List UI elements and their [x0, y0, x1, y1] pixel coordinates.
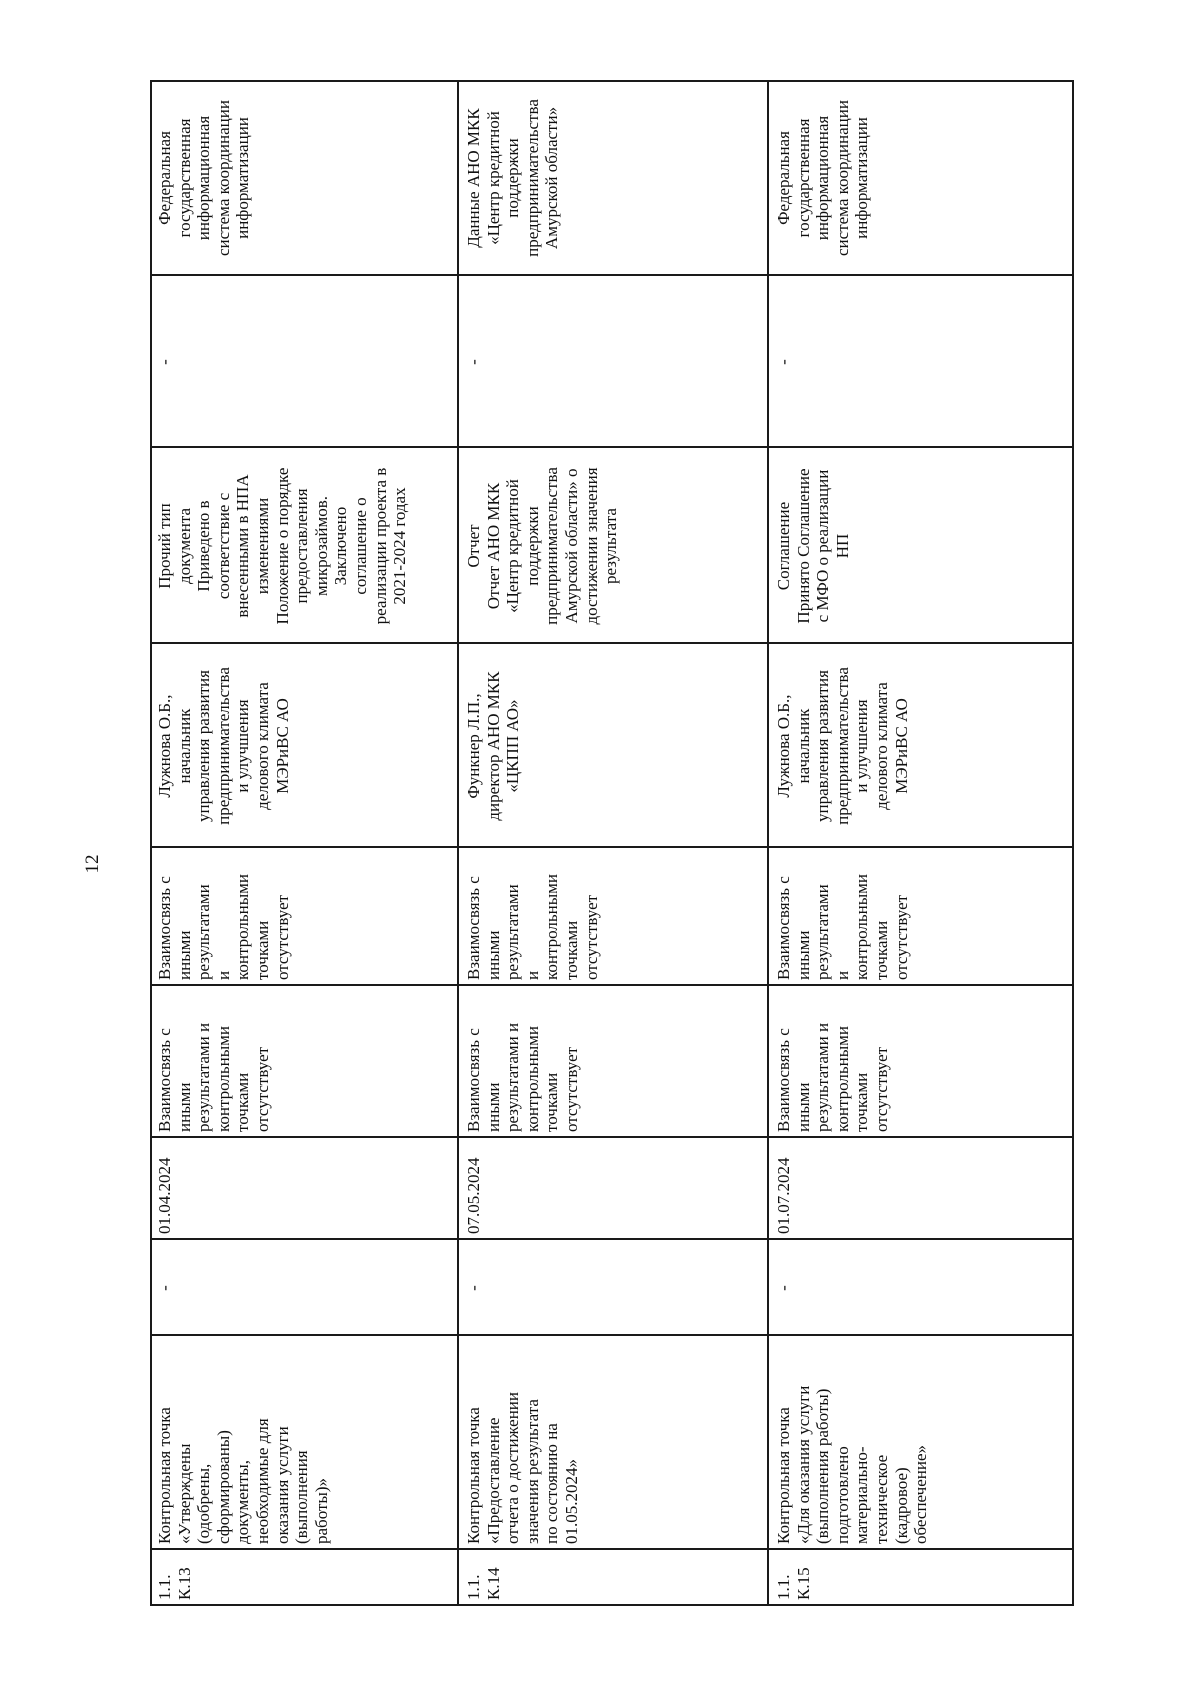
previous-value: - — [155, 1285, 174, 1291]
control-point-name: Контрольная точка «Предоставление отчета о достижении значения результата по состоянию на 01.05.2024» — [464, 1392, 581, 1544]
responsible-person: Лужнова О.Б., начальник управления развития предпринимательства и улучшения делового климата МЭРиВС АО — [774, 667, 911, 825]
due-date: 01.04.2024 — [155, 1157, 174, 1234]
due-date: 01.07.2024 — [774, 1157, 793, 1234]
approval-level: - — [464, 359, 483, 365]
document-type: Отчет Отчет АНО МКК «Центр кредитной поддержки предпринимательства Амурской области» о достижении значения результата — [464, 467, 621, 625]
previous-value: - — [464, 1285, 483, 1291]
control-point-name: Контрольная точка «Для оказания услуги (выполнения работы) подготовлено материально- техническое (кадровое) обеспечение» — [774, 1385, 931, 1544]
information-system: Данные АНО МКК «Центр кредитной поддержки предпринимательства Амурской области» — [464, 99, 562, 257]
link-predecessors: Взаимосвязь с иными результатами и контрольными точками отсутствует — [774, 1022, 891, 1132]
row-number: 1.1. К.14 — [464, 1567, 503, 1600]
document-type: Соглашение Принято Соглашение с МФО о реализации НП — [774, 468, 852, 624]
link-predecessors: Взаимосвязь с иными результатами и контрольными точками отсутствует — [464, 1022, 581, 1132]
approval-level: - — [774, 359, 793, 365]
link-successors: Взаимосвязь с иными результатами и контрольными точками отсутствует — [774, 873, 911, 980]
approval-level: - — [155, 359, 174, 365]
row-number: 1.1. К.15 — [774, 1567, 813, 1600]
responsible-person: Лужнова О.Б., начальник управления развития предпринимательства и улучшения делового климата МЭРиВС АО — [155, 667, 292, 825]
control-point-name: Контрольная точка «Утверждены (одобрены, сформированы) документы, необходимые для оказания услуги (выполнения работы)» — [155, 1407, 331, 1544]
due-date: 07.05.2024 — [464, 1157, 483, 1234]
link-successors: Взаимосвязь с иными результатами и контрольными точками отсутствует — [464, 873, 601, 980]
information-system: Федеральная государственная информационная система координации информатизации — [155, 100, 253, 256]
document-type: Прочий тип документа Приведено в соответствие с внесенными в НПА изменениями Положение о порядке предоставления микрозаймов. Заключено соглашение о реализации проекта в 2021-2024 годах — [155, 467, 410, 625]
previous-value: - — [774, 1285, 793, 1291]
page-number: 12 — [82, 854, 103, 874]
link-predecessors: Взаимосвязь с иными результатами и контрольными точками отсутствует — [155, 1022, 272, 1132]
rotated-table — [150, 80, 1074, 1606]
link-successors: Взаимосвязь с иными результатами и контрольными точками отсутствует — [155, 873, 292, 980]
information-system: Федеральная государственная информационная система координации информатизации — [774, 100, 872, 256]
row-number: 1.1. К.13 — [155, 1567, 194, 1600]
responsible-person: Функнер Л.П., директор АНО МКК «ЦКПП АО» — [464, 671, 523, 821]
